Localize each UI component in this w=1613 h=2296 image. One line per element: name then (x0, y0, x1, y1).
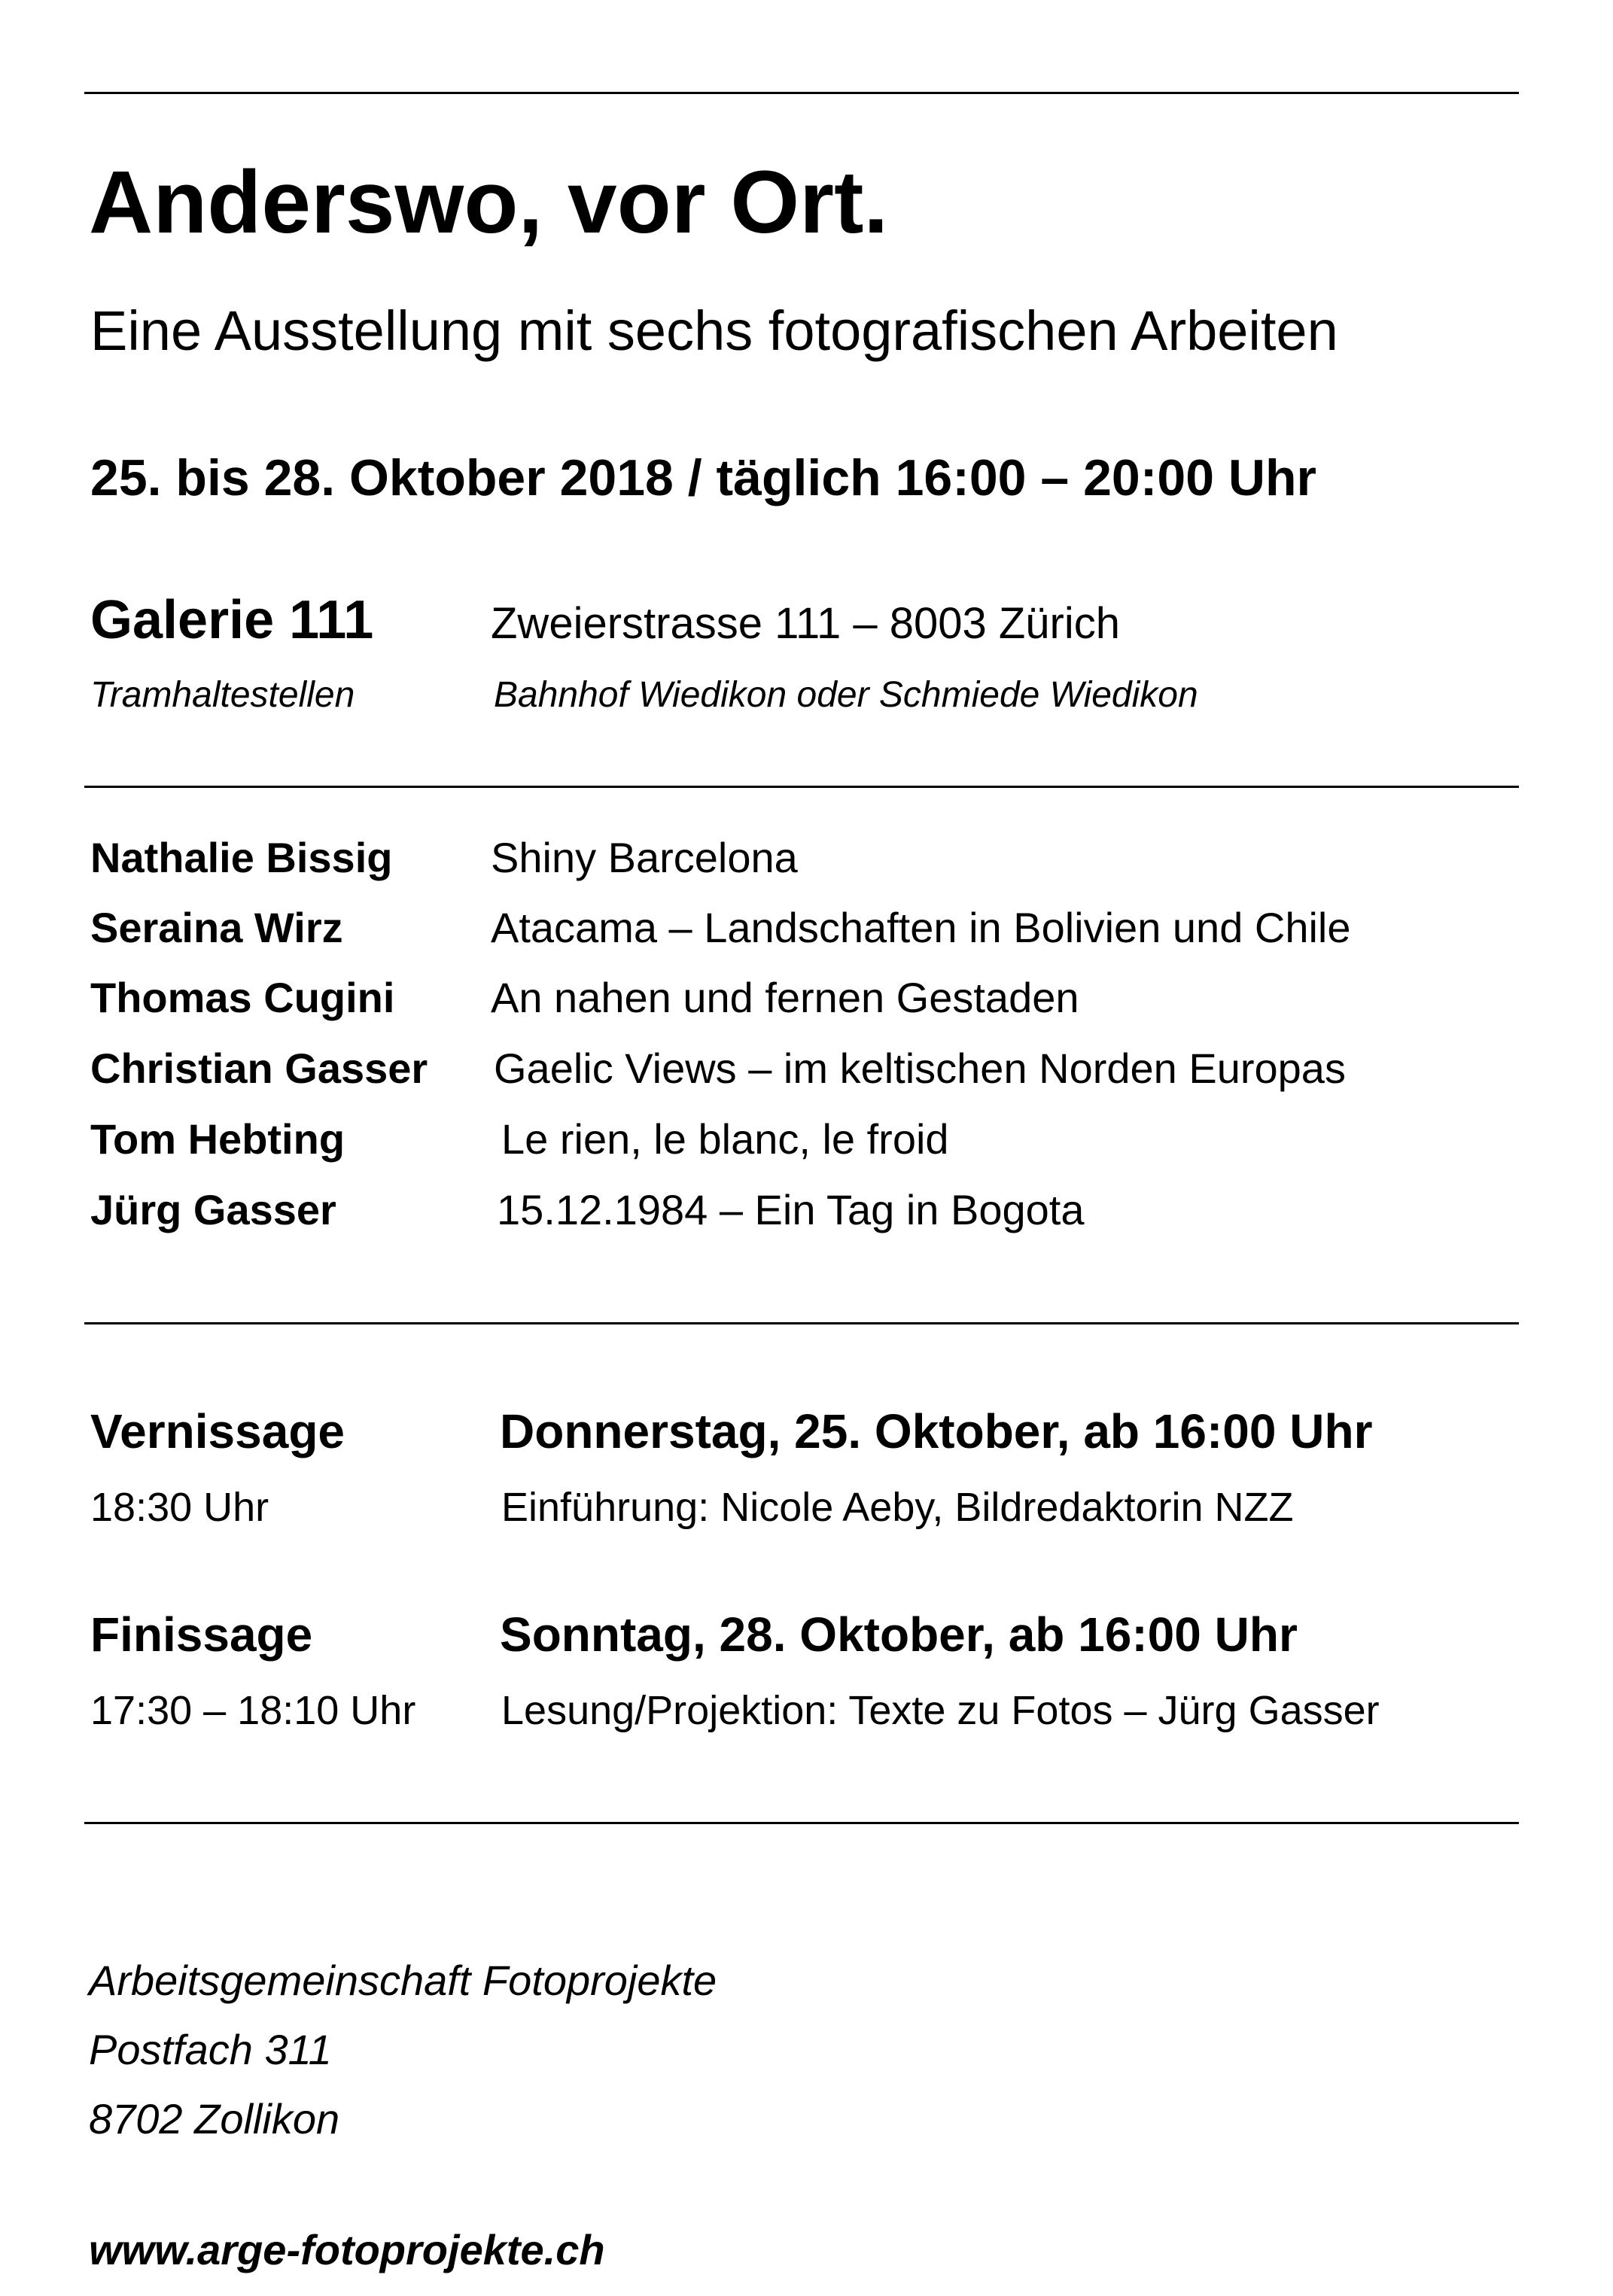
vernissage-time: 18:30 Uhr (90, 1485, 269, 1530)
venue-address: Zweierstrasse 111 – 8003 Zürich (491, 599, 1121, 648)
artist-name: Seraina Wirz (90, 904, 343, 951)
page-title: Anderswo, vor Ort. (89, 153, 889, 252)
vernissage-date: Donnerstag, 25. Oktober, ab 16:00 Uhr (500, 1404, 1373, 1458)
events-divider (84, 1822, 1519, 1824)
artist-work: An nahen und fernen Gestaden (491, 974, 1079, 1021)
artist-work: Atacama – Landschaften in Bolivien und Chile (491, 904, 1351, 951)
finissage-date: Sonntag, 28. Oktober, ab 16:00 Uhr (500, 1607, 1298, 1662)
top-divider (84, 92, 1519, 94)
artist-name: Christian Gasser (90, 1045, 428, 1092)
website-link[interactable]: www.arge-fotoprojekte.ch (89, 2226, 605, 2273)
venue-divider (84, 786, 1519, 788)
finissage-label: Finissage (90, 1607, 313, 1662)
vernissage-label: Vernissage (90, 1404, 345, 1458)
tram-label: Tramhaltestellen (90, 675, 355, 715)
artist-work: Le rien, le blanc, le froid (501, 1115, 949, 1163)
organizer-city: 8702 Zollikon (89, 2095, 340, 2142)
finissage-detail: Lesung/Projektion: Texte zu Fotos – Jürg Gasser (501, 1688, 1380, 1733)
artist-name: Jürg Gasser (90, 1186, 336, 1233)
venue-name: Galerie 111 (90, 590, 374, 650)
artists-divider (84, 1322, 1519, 1324)
page-subtitle: Eine Ausstellung mit sechs fotografischen Arbeiten (90, 300, 1338, 362)
artist-name: Tom Hebting (90, 1115, 345, 1163)
vernissage-detail: Einführung: Nicole Aeby, Bildredaktorin NZZ (501, 1485, 1294, 1530)
artist-name: Nathalie Bissig (90, 834, 393, 881)
tram-stops: Bahnhof Wiedikon oder Schmiede Wiedikon (494, 675, 1198, 715)
artist-work: Shiny Barcelona (491, 834, 798, 881)
artist-work: Gaelic Views – im keltischen Norden Europas (494, 1045, 1346, 1092)
exhibition-dates: 25. bis 28. Oktober 2018 / täglich 16:00 – 20:00 Uhr (90, 449, 1317, 506)
organizer-name: Arbeitsgemeinschaft Fotoprojekte (89, 1957, 717, 2004)
artist-work: 15.12.1984 – Ein Tag in Bogota (497, 1186, 1085, 1233)
finissage-time: 17:30 – 18:10 Uhr (90, 1688, 416, 1733)
organizer-postbox: Postfach 311 (89, 2026, 332, 2073)
artist-name: Thomas Cugini (90, 974, 395, 1021)
